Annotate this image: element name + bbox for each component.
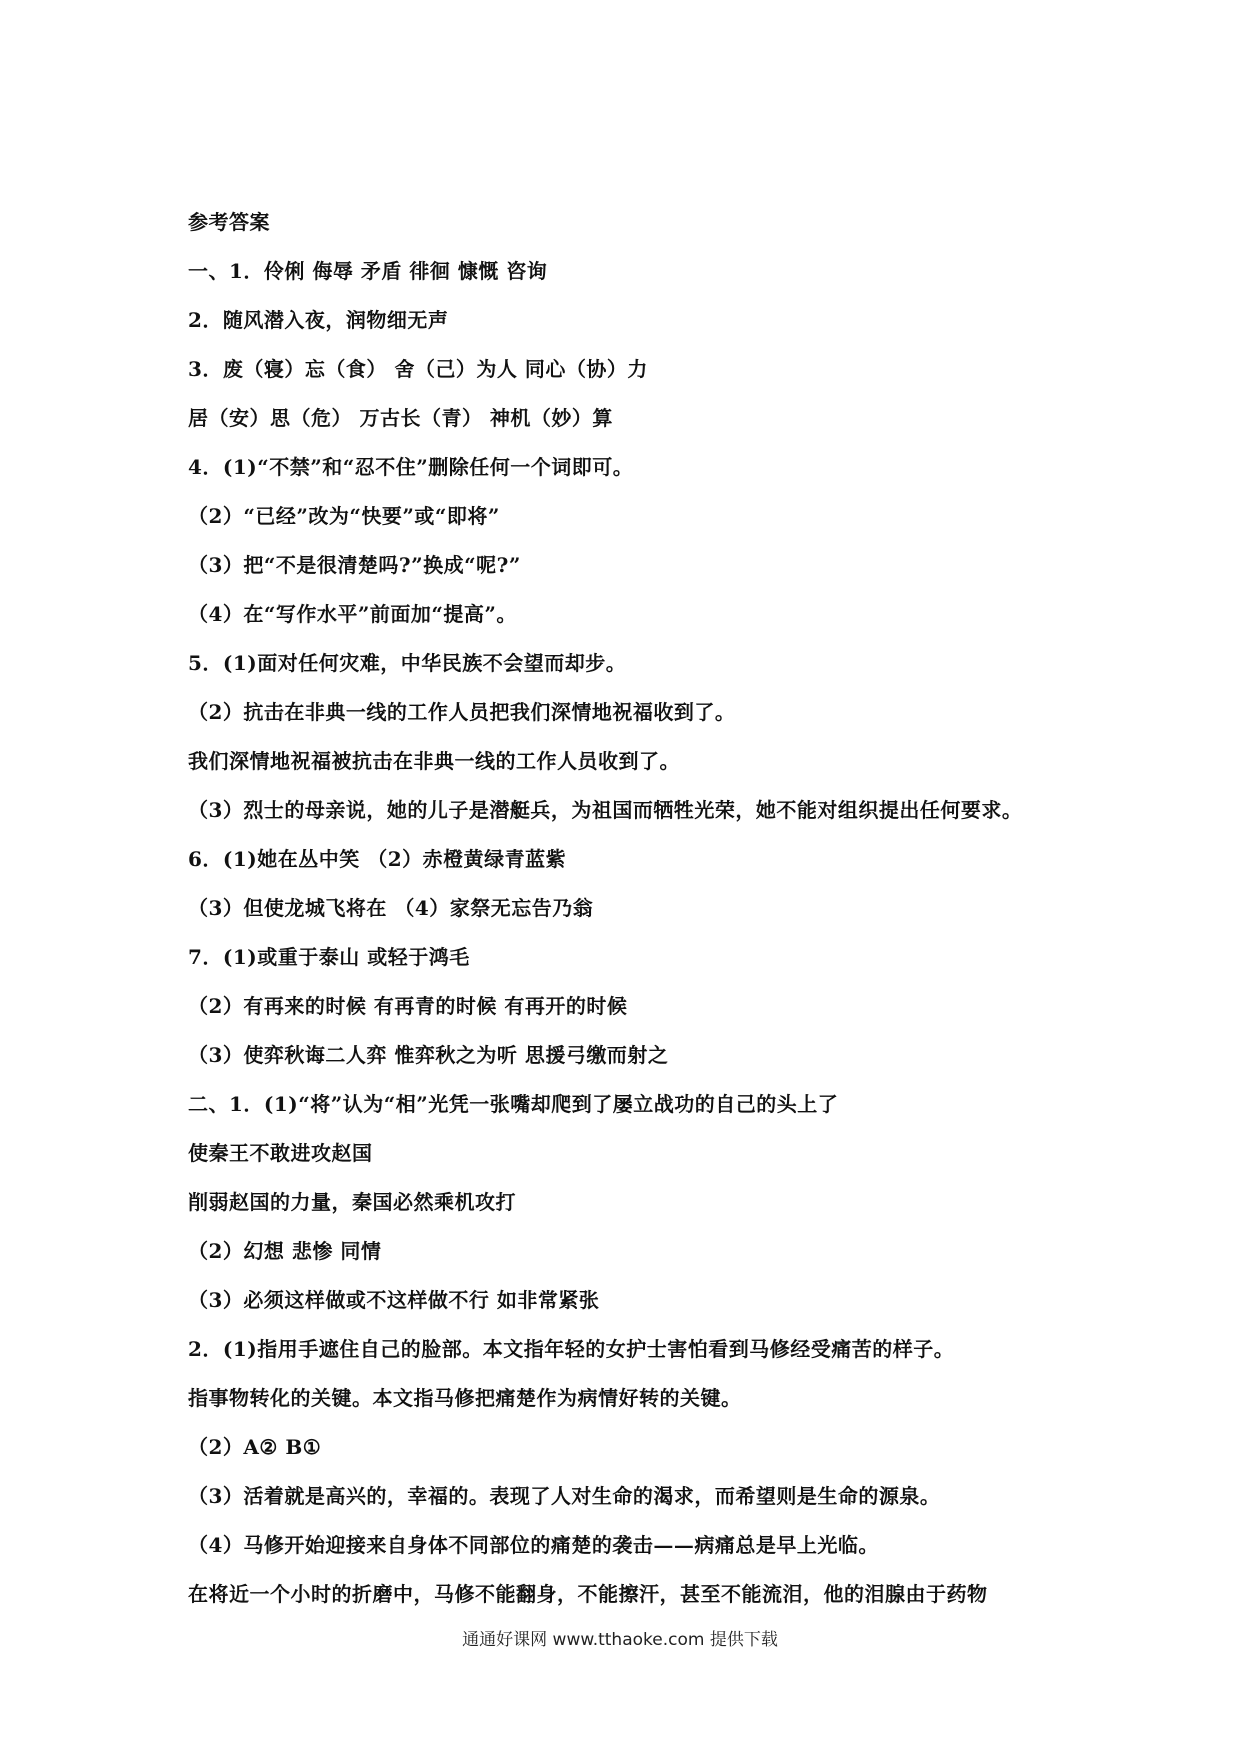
answer-line: （3）必须这样做或不这样做不行 如非常紧张 xyxy=(188,1288,600,1312)
answer-line: 指事物转化的关键。本文指马修把痛楚作为病情好转的关键。 xyxy=(188,1386,742,1410)
answer-line: （2）抗击在非典一线的工作人员把我们深情地祝福收到了。 xyxy=(188,700,736,724)
answer-line: 居（安）思（危） 万古长（青） 神机（妙）算 xyxy=(188,406,613,430)
answer-line: 5．(1)面对任何灾难，中华民族不会望而却步。 xyxy=(188,651,627,675)
answer-line: （3）烈士的母亲说，她的儿子是潜艇兵，为祖国而牺牲光荣，她不能对组织提出任何要求。 xyxy=(188,798,1023,822)
answer-heading: 参考答案 xyxy=(188,210,270,234)
answer-content xyxy=(188,208,1088,1629)
answer-line: 4．(1)“不禁”和“忍不住”删除任何一个词即可。 xyxy=(188,455,634,479)
answer-line: （3）使弈秋诲二人弈 惟弈秋之为听 思援弓缴而射之 xyxy=(188,1043,669,1067)
page-footer: 通通好课网 www.tthaoke.com 提供下载 xyxy=(462,1630,778,1650)
answer-line: 我们深情地祝福被抗击在非典一线的工作人员收到了。 xyxy=(188,749,680,773)
answer-line: 3．废（寝）忘（食） 舍（己）为人 同心（协）力 xyxy=(188,357,648,381)
answer-line: 削弱赵国的力量，秦国必然乘机攻打 xyxy=(188,1190,516,1214)
answer-line: （2）幻想 悲惨 同情 xyxy=(188,1239,382,1263)
answer-line: 在将近一个小时的折磨中，马修不能翻身，不能擦汗，甚至不能流泪，他的泪腺由于药物 xyxy=(188,1582,988,1606)
answer-line: （3）活着就是高兴的，幸福的。表现了人对生命的渴求，而希望则是生命的源泉。 xyxy=(188,1484,941,1508)
answer-line: 使秦王不敢进攻赵国 xyxy=(188,1141,373,1165)
answer-line: （2）“已经”改为“快要”或“即将” xyxy=(188,504,500,528)
answer-line: （2）A② B① xyxy=(188,1435,322,1459)
answer-line: 2．(1)指用手遮住自己的脸部。本文指年轻的女护士害怕看到马修经受痛苦的样子。 xyxy=(188,1337,955,1361)
answer-line: （4）马修开始迎接来自身体不同部位的痛楚的袭击——病痛总是早上光临。 xyxy=(188,1533,879,1557)
answer-line: 二、1．(1)“将”认为“相”光凭一张嘴却爬到了屡立战功的自己的头上了 xyxy=(188,1092,839,1116)
answer-line: 7．(1)或重于泰山 或轻于鸿毛 xyxy=(188,945,470,969)
answer-line: （3）把“不是很清楚吗?”换成“呢?” xyxy=(188,553,521,577)
answer-line: 2．随风潜入夜，润物细无声 xyxy=(188,308,449,332)
answer-line: 一、1．伶俐 侮辱 矛盾 徘徊 慷慨 咨询 xyxy=(188,259,548,283)
answer-line: （3）但使龙城飞将在 （4）家祭无忘告乃翁 xyxy=(188,896,594,920)
answer-line: （2）有再来的时候 有再青的时候 有再开的时候 xyxy=(188,994,628,1018)
answer-line: 6．(1)她在丛中笑 （2）赤橙黄绿青蓝紫 xyxy=(188,847,567,871)
answer-line: （4）在“写作水平”前面加“提高”。 xyxy=(188,602,517,626)
